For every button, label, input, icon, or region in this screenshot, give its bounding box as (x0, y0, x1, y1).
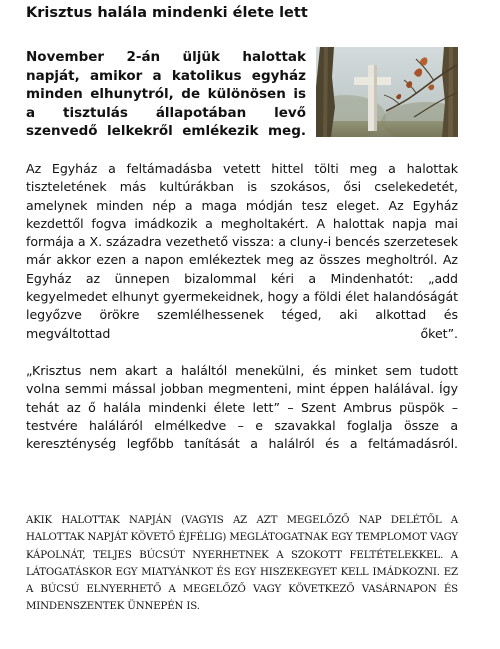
article-paragraph-2: „Krisztus nem akart a haláltól menekülni, és minket sem tudott volna semmi mással jobban megmenteni, mint éppen halálával. Így tehát az ő halála mindenki élete lett” – Szent Ambrus püspök – testvére haláláról elmélkedve – e szavakkal foglalja össze a kereszténység legfőbb tanítását a halálról és a feltámadásról. (26, 363, 458, 452)
indulgence-note: AKIK HALOTTAK NAPJÁN (VAGYIS AZ AZT MEGELŐZŐ NAP DELÉTŐL A HALOTTAK NAPJÁT KÖVETŐ ÉJFÉLIG) MEGLÁTOGATNAK EGY TEMPLOMOT VAGY KÁPOLNÁT, TELJES BÚCSÚT NYERHETNEK A SZOKOTT FELTÉTELEKKEL. A LÁTOGATÁSKOR EGY MIATYÁNKOT ÉS EGY HISZEKEGYET KELL IMÁDKOZNI. EZ A BÚCSÚ ELNYERHETŐ A MEGELŐZŐ VAGY KÖVETKEZŐ VASÁRNAPON ÉS MINDENSZENTEK ÜNNEPÉN IS. (26, 515, 458, 613)
cross-photo (316, 47, 458, 137)
cross-photo-graphic (316, 47, 458, 137)
article-title: Krisztus halála mindenki élete lett (26, 5, 308, 21)
article-paragraph-1: Az Egyház a feltámadásba vetett hittel tölti meg a halottak tiszteletének más kultúrákban is szokásos, ősi cselekedetét, amelynek minden nép a maga módján tesz eleget. Az Egyház kezdettől fogva imádkozik a megholtakért. A halottak napja mai formája a X. századra vezethető vissza: a cluny-i bencés szerzetesek már akkor ezen a napon emlékeztek meg az összes megholtról. Az Egyház az ünnepen bizalommal kéri a Mindenhatót: „add kegyelmedet elhunyt gyermekeidnek, hogy a földi élet halandóságát legyőzve örökre szemlélhessenek téged, aki alkottad és megváltottad őket”. (26, 161, 458, 341)
article-lead: November 2-án üljük halottak napját, amikor a katolikus egyház minden elhunytról, de különösen is a tisztulás állapotában levő szenvedő lelkekről emlékezik meg. (26, 49, 306, 139)
